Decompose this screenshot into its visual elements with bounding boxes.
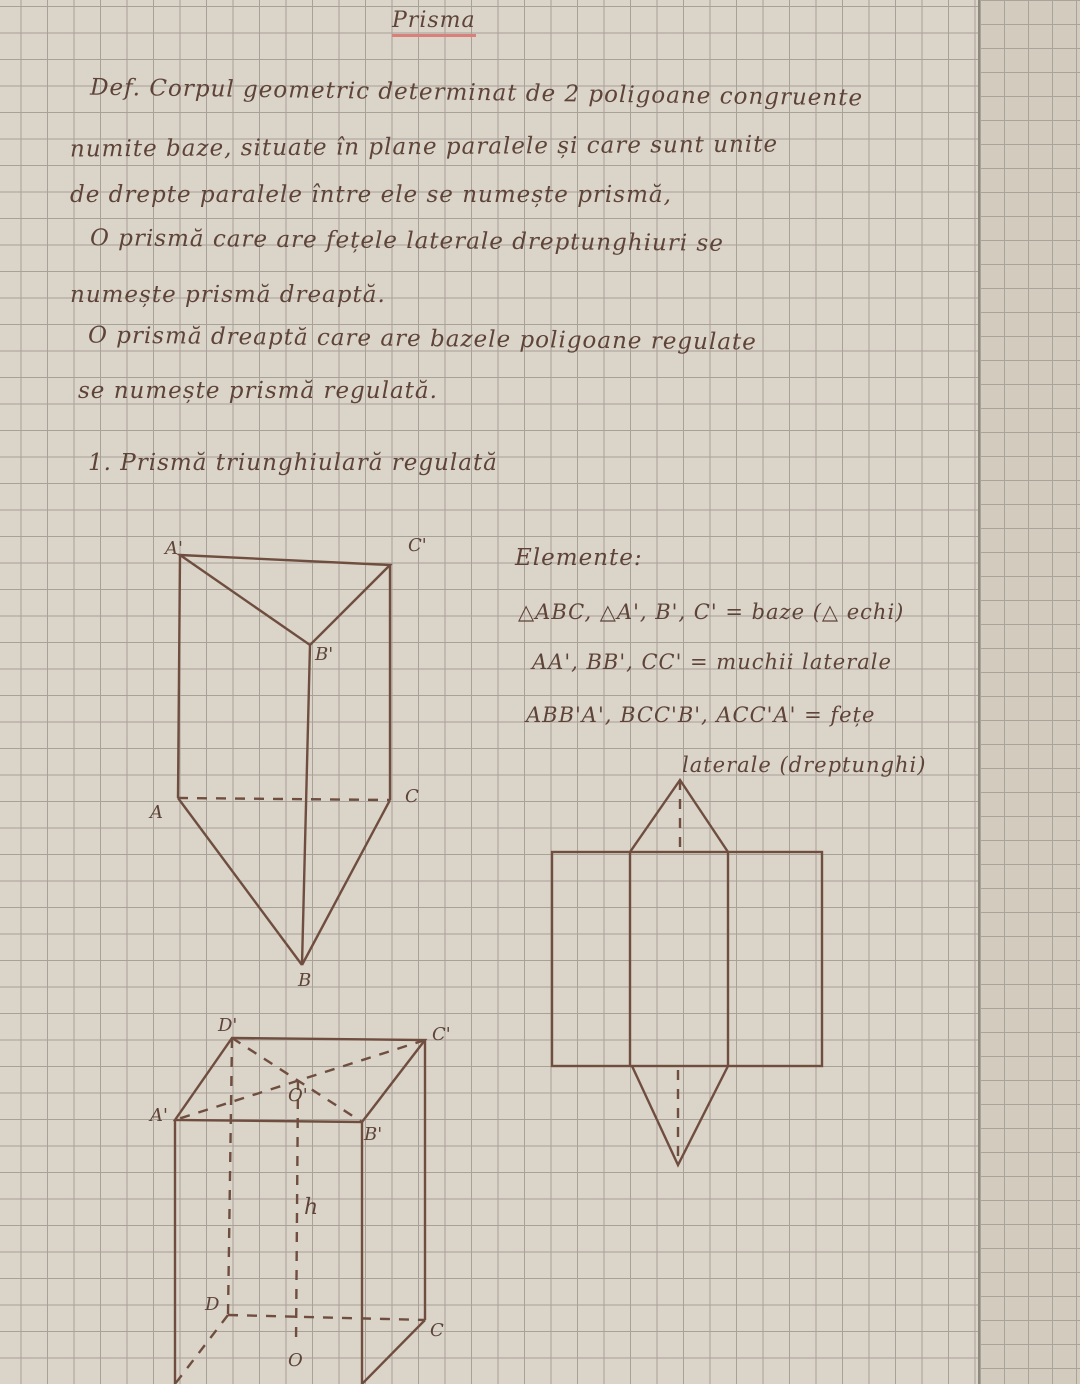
- vertex-label: A': [150, 1105, 168, 1126]
- vertex-label: C: [405, 786, 419, 807]
- vertex-label: A: [150, 802, 163, 823]
- vertex-label: O: [288, 1350, 303, 1371]
- elements-line: AA', BB', CC' = muchii laterale: [532, 650, 892, 674]
- definition-line: O prismă dreaptă care are bazele poligoane regulate: [87, 322, 757, 356]
- height-label: h: [304, 1195, 319, 1220]
- definition-line: se numește prismă regulată.: [78, 378, 438, 404]
- vertex-label: A': [165, 538, 183, 559]
- vertex-label: O': [288, 1085, 308, 1106]
- prism-net-drawing: [552, 780, 822, 1165]
- definition-line: numite baze, situate în plane paralele și care sunt unite: [69, 131, 779, 163]
- triangular-prism-drawing: [178, 555, 390, 965]
- definition-line: numește prismă dreaptă.: [70, 282, 386, 308]
- page-title: Prisma: [392, 8, 476, 37]
- vertex-label: B': [364, 1124, 383, 1145]
- section-heading: 1. Prismă triunghiulară regulată: [88, 450, 498, 476]
- elements-line: laterale (dreptunghi): [682, 753, 927, 777]
- vertex-label: C': [432, 1024, 451, 1045]
- elements-line: △ABC, △A', B', C' = baze (△ echi): [518, 600, 905, 624]
- definition-line: O prismă care are fețele laterale dreptunghiuri se: [89, 225, 724, 257]
- definition-line: Def. Corpul geometric determinat de 2 poligoane congruente: [89, 74, 864, 112]
- vertex-label: D: [205, 1294, 220, 1315]
- vertex-label: D': [218, 1015, 238, 1036]
- definition-line: de drepte paralele între ele se numește prismă,: [70, 182, 672, 208]
- vertex-label: C: [430, 1320, 444, 1341]
- elements-heading: Elemente:: [515, 545, 643, 571]
- vertex-label: B: [298, 970, 312, 991]
- vertex-label: B': [315, 644, 334, 665]
- elements-line: ABB'A', BCC'B', ACC'A' = fețe: [526, 703, 876, 727]
- vertex-label: C': [408, 535, 427, 556]
